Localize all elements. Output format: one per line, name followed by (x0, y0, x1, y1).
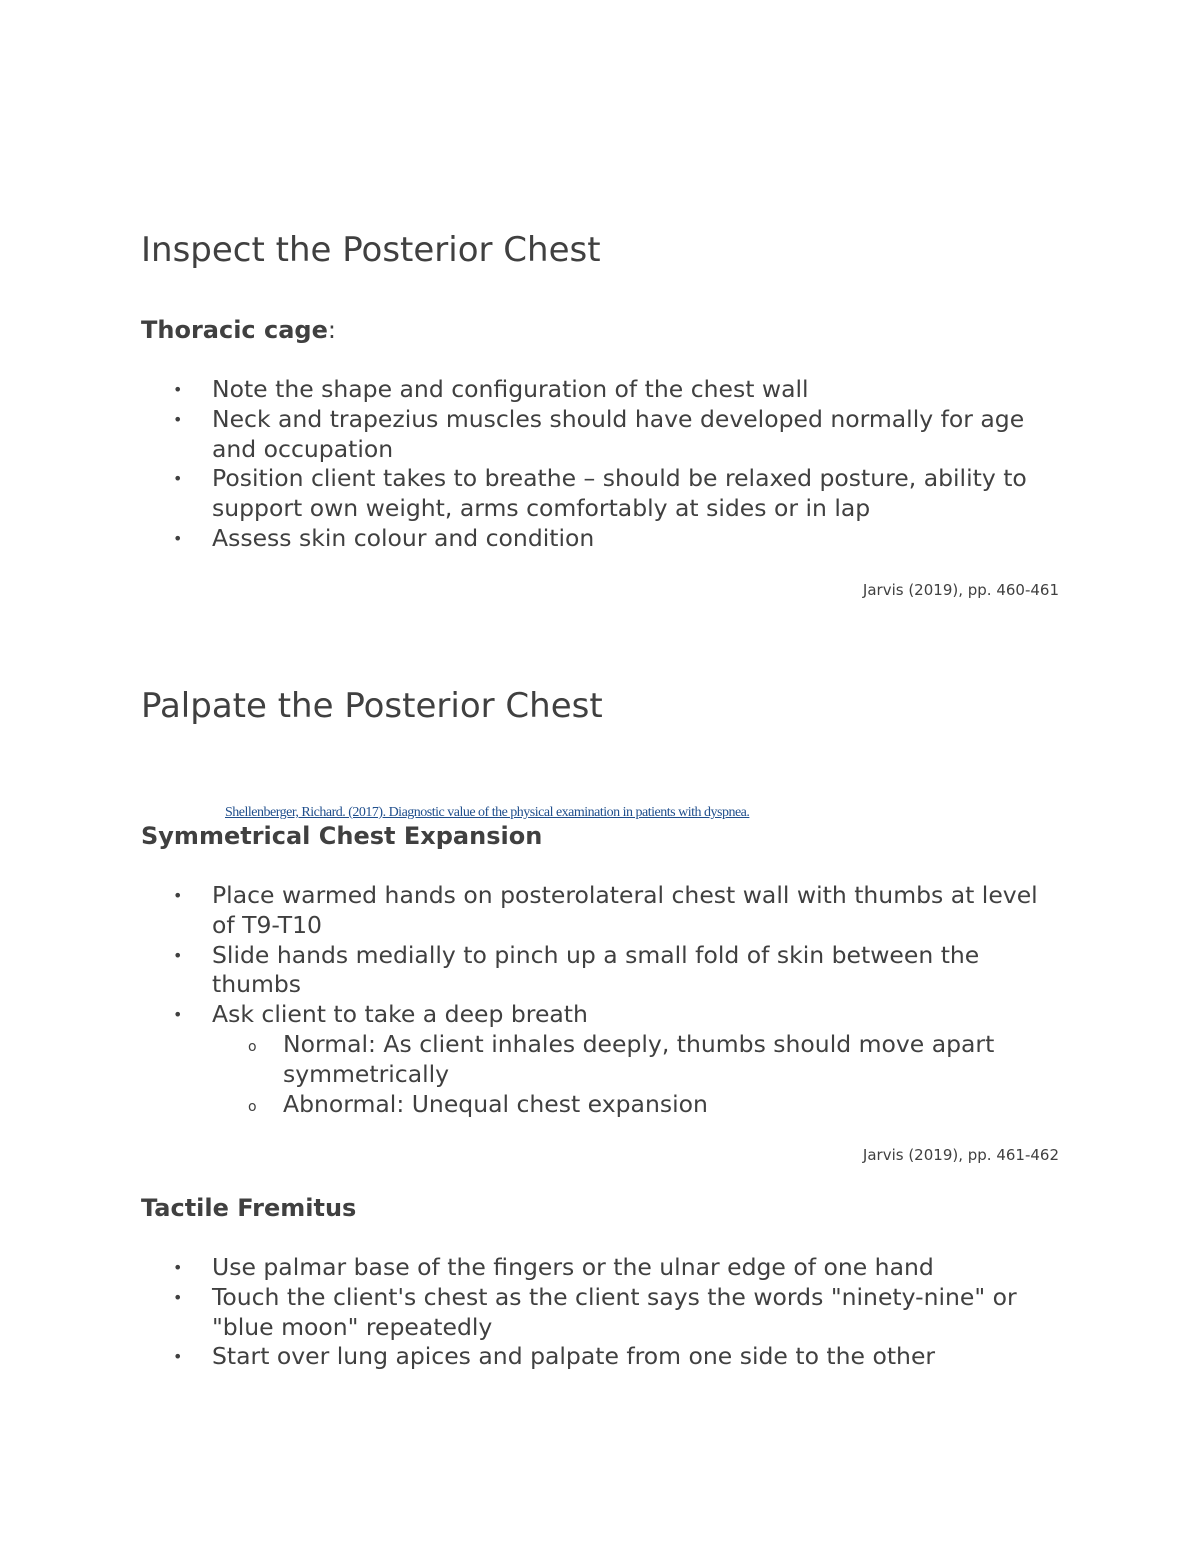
list-item (141, 881, 1061, 941)
subheading-tactile-fremitus: Tactile Fremitus (141, 1194, 357, 1222)
bullet-marker: • (173, 380, 183, 399)
bullet-marker: • (173, 409, 183, 429)
fremitus-bullet-list (141, 1253, 1061, 1372)
list-item (141, 464, 1061, 524)
bullet-marker: • (173, 1347, 183, 1367)
bullet-marker: • (173, 469, 183, 489)
sub-list-item-text: Abnormal: Unequal chest expansion (283, 1089, 708, 1118)
subheading-chest-expansion: Symmetrical Chest Expansion (141, 822, 543, 850)
list-item-text: Ask client to take a deep breath (212, 1000, 588, 1029)
list-item-text: Use palmar base of the fingers or the ulnar edge of one hand (212, 1253, 934, 1281)
citation-inspect: Jarvis (2019), pp. 460-461 (862, 581, 1059, 599)
subheading-thoracic-cage-text: Thoracic cage (141, 316, 328, 344)
inspect-bullet-list (141, 375, 1061, 554)
list-item (141, 405, 1061, 465)
list-item-text: Slide hands medially to pinch up a small fold of skin between the thumbs (212, 940, 980, 999)
reference-link[interactable]: Shellenberger, Richard. (2017). Diagnostic value of the physical examination in patients with dyspnea. (225, 805, 750, 820)
list-item (141, 941, 1061, 1001)
section-title-inspect: Inspect the Posterior Chest (141, 230, 601, 270)
bullet-marker: • (173, 886, 183, 905)
list-item (141, 524, 1061, 554)
list-item-text: Touch the client's chest as the client says the words "ninety-nine" or "blue moon" repeatedly (212, 1282, 1017, 1341)
sub-list-item (212, 1090, 1061, 1120)
sub-list-item (212, 1030, 1061, 1090)
section-title-palpate: Palpate the Posterior Chest (141, 686, 603, 726)
list-item-text: Note the shape and configuration of the chest wall (212, 375, 809, 403)
expansion-sub-list (212, 1030, 1061, 1119)
list-item-text: Neck and trapezius muscles should have developed normally for age and occupation (212, 404, 1025, 463)
sub-bullet-marker: o (248, 1098, 257, 1115)
list-item-text: Assess skin colour and condition (212, 523, 595, 552)
bullet-marker: • (173, 1287, 183, 1307)
sub-list-item-text: Normal: As client inhales deeply, thumbs should move apart symmetrically (283, 1029, 995, 1088)
bullet-marker: • (173, 1258, 183, 1277)
list-item-text: Position client takes to breathe – should be relaxed posture, ability to support own weight, arms comfortably at sides or in lap (212, 464, 1027, 523)
list-item (141, 1283, 1061, 1343)
bullet-marker: • (173, 945, 183, 965)
citation-expansion: Jarvis (2019), pp. 461-462 (862, 1146, 1059, 1164)
sub-bullet-marker: o (248, 1038, 257, 1055)
list-item (141, 1253, 1061, 1283)
expansion-bullet-list (141, 881, 1061, 1119)
bullet-marker: • (173, 1005, 183, 1025)
list-item (141, 375, 1061, 405)
list-item-text: Place warmed hands on posterolateral chest wall with thumbs at level of T9-T10 (212, 881, 1038, 939)
bullet-marker: • (173, 528, 183, 548)
subheading-colon: : (327, 316, 336, 344)
list-item-text: Start over lung apices and palpate from one side to the other (212, 1342, 936, 1371)
subheading-thoracic-cage (141, 315, 336, 345)
list-item (141, 1342, 1061, 1372)
list-item (141, 1000, 1061, 1119)
